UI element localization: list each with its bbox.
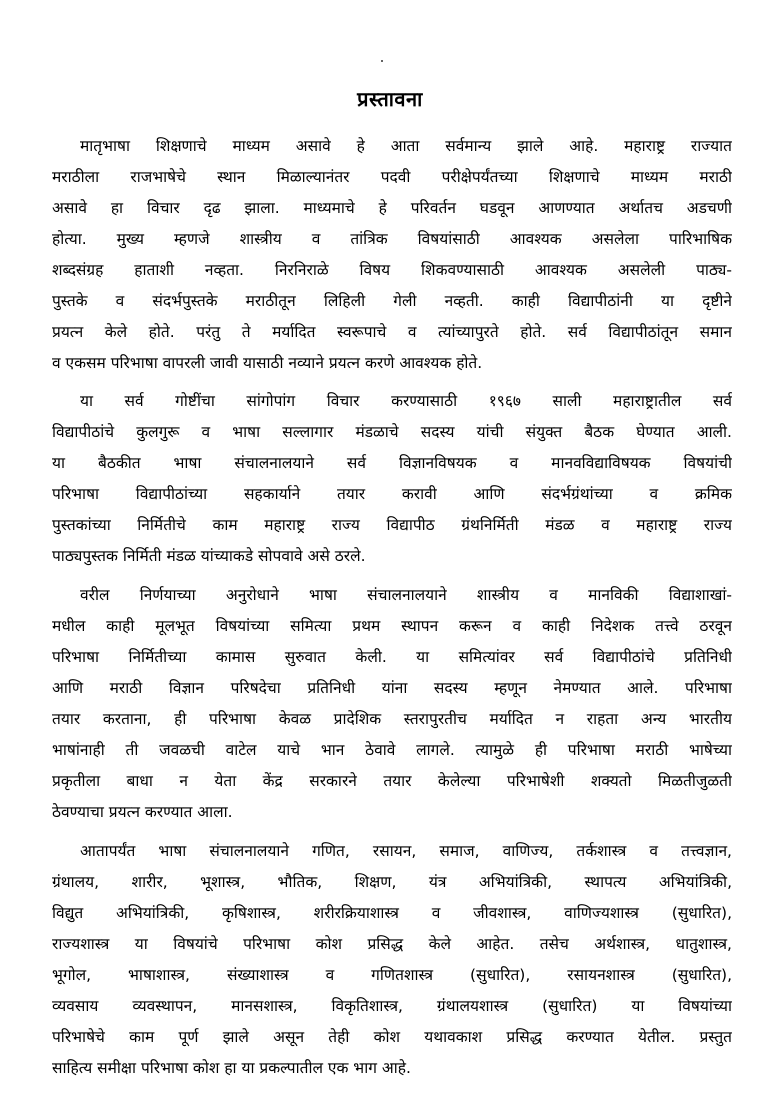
paragraph-4-line-6: व्यवसाय व्यवस्थापन, मानसशास्त्र, विकृतिशास्त्र, ग्रंथालयशास्त्र (सुधारित) या विषयांच्या [52,997,732,1015]
paragraph-4-line-8: साहित्य समीक्षा परिभाषा कोश हा या प्रकल्पातील एक भाग आहे. [52,1059,411,1077]
paragraph-3-line-3: परिभाषा निर्मितीच्या कामास सुरुवात केली. या समित्यांवर सर्व विद्यापीठांचे प्रतिनिधी [52,648,732,666]
page-title: प्रस्तावना [357,87,423,111]
paragraph-4-line-3: विद्युत अभियांत्रिकी, कृषिशास्त्र, शरीरक्रियाशास्त्र व जीवशास्त्र, वाणिज्यशास्त्र (सुधारित), [52,904,732,922]
scan-dot [381,60,383,62]
paragraph-1-line-2: मराठीला राजभाषेचे स्थान मिळाल्यानंतर पदवी परीक्षेपर्यंतच्या शिक्षणाचे माध्यम मराठी [52,168,732,186]
paragraph-4-line-7: परिभाषेचे काम पूर्ण झाले असून तेही कोश यथावकाश प्रसिद्ध करण्यात येतील. प्रस्तुत [52,1028,732,1046]
paragraph-1-line-6: पुस्तके व संदर्भपुस्तके मराठीतून लिहिली गेली नव्हती. काही विद्यापीठांनी या दृष्टीने [52,292,732,310]
paragraph-1-line-4: होत्या. मुख्य म्हणजे शास्त्रीय व तांत्रिक विषयांसाठी आवश्यक असलेला पारिभाषिक [52,230,732,248]
paragraph-2-line-5: पुस्तकांच्या निर्मितीचे काम महाराष्ट्र राज्य विद्यापीठ ग्रंथनिर्मिती मंडळ व महाराष्ट्र राज्य [52,516,732,534]
paragraph-3-line-1: वरील निर्णयाच्या अनुरोधाने भाषा संचालनालयाने शास्त्रीय व मानविकी विद्याशाखां- [80,586,732,604]
paragraph-1-line-3: असावे हा विचार दृढ झाला. माध्यमाचे हे परिवर्तन घडवून आणण्यात अर्थातच अडचणी [52,199,732,217]
paragraph-4-line-4: राज्यशास्त्र या विषयांचे परिभाषा कोश प्रसिद्ध केले आहेत. तसेच अर्थशास्त्र, धातुशास्त्र, [52,935,732,953]
paragraph-2-line-1: या सर्व गोष्टींचा सांगोपांग विचार करण्यासाठी १९६७ साली महाराष्ट्रातील सर्व [80,392,732,410]
paragraph-3-line-2: मधील काही मूलभूत विषयांच्या समित्या प्रथम स्थापन करून व काही निदेशक तत्त्वे ठरवून [52,617,732,635]
paragraph-3-line-5: तयार करताना, ही परिभाषा केवळ प्रादेशिक स्तरापुरतीच मर्यादित न राहता अन्य भारतीय [52,710,732,728]
paragraph-1-line-5: शब्दसंग्रह हाताशी नव्हता. निरनिराळे विषय शिकवण्यासाठी आवश्यक असलेली पाठ्य- [52,261,732,279]
paragraph-3-line-7: प्रकृतीला बाधा न येता केंद्र सरकारने तयार केलेल्या परिभाषेशी शक्यतो मिळतीजुळती [52,772,732,790]
paragraph-2-line-6: पाठ्यपुस्तक निर्मिती मंडळ यांच्याकडे सोपवावे असे ठरले. [52,547,366,565]
paragraph-4-line-1: आतापर्यंत भाषा संचालनालयाने गणित, रसायन, समाज, वाणिज्य, तर्कशास्त्र व तत्त्वज्ञान, [80,842,732,860]
paragraph-1-line-8: व एकसम परिभाषा वापरली जावी यासाठी नव्याने प्रयत्न करणे आवश्यक होते. [52,354,483,372]
paragraph-1-line-7: प्रयत्न केले होते. परंतु ते मर्यादित स्वरूपाचे व त्यांच्यापुरते होते. सर्व विद्यापीठांतून समान [52,323,732,341]
paragraph-3-line-6: भाषांनाही ती जवळची वाटेल याचे भान ठेवावे लागले. त्यामुळे ही परिभाषा मराठी भाषेच्या [52,741,732,759]
paragraph-4-line-2: ग्रंथालय, शारीर, भूशास्त्र, भौतिक, शिक्षण, यंत्र अभियांत्रिकी, स्थापत्य अभियांत्रिकी, [52,873,732,891]
paragraph-4-line-5: भूगोल, भाषाशास्त्र, संख्याशास्त्र व गणितशास्त्र (सुधारित), रसायनशास्त्र (सुधारित), [52,966,732,984]
paragraph-2-line-4: परिभाषा विद्यापीठांच्या सहकार्याने तयार करावी आणि संदर्भग्रंथांच्या व क्रमिक [52,485,732,503]
paragraph-3-line-4: आणि मराठी विज्ञान परिषदेचा प्रतिनिधी यांना सदस्य म्हणून नेमण्यात आले. परिभाषा [52,679,732,697]
paragraph-3-line-8: ठेवण्याचा प्रयत्न करण्यात आला. [52,803,233,821]
paragraph-1-line-1: मातृभाषा शिक्षणाचे माध्यम असावे हे आता सर्वमान्य झाले आहे. महाराष्ट्र राज्यात [80,137,732,155]
paragraph-2-line-2: विद्यापीठांचे कुलगुरू व भाषा सल्लागार मंडळाचे सदस्य यांची संयुक्त बैठक घेण्यात आली. [52,423,732,441]
paragraph-2-line-3: या बैठकीत भाषा संचालनालयाने सर्व विज्ञानविषयक व मानवविद्याविषयक विषयांची [52,454,732,472]
